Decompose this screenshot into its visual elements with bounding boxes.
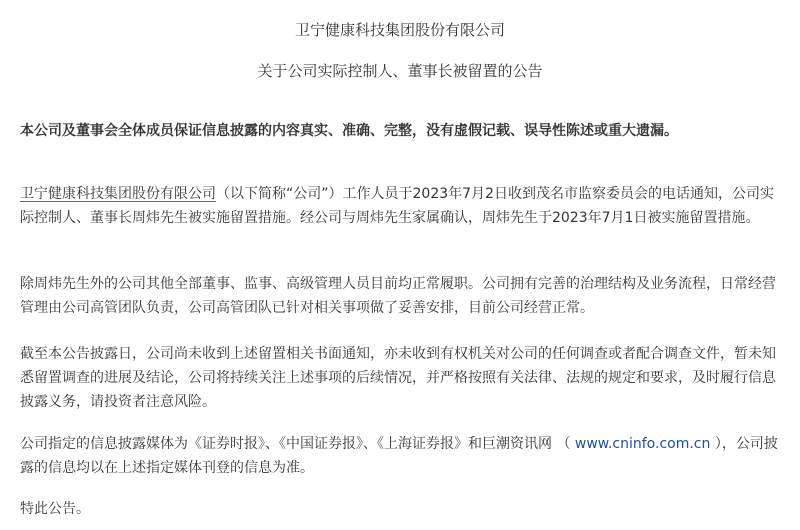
cninfo-link[interactable]: www.cninfo.com.cn (574, 436, 711, 452)
company-name-link[interactable]: 卫宁健康科技集团股份有限公司 (20, 186, 216, 202)
paragraph-detention-notice (20, 182, 782, 230)
paragraph-detention-text: （以下简称“公司”）工作人员于2023年7月2日收到茂名市监察委员会的电话通知，公司实际控制人、董事长周炜先生被实施留置措施。经公司与周炜先生家属确认，周炜先生于2023年7月1日被实施留置措施。 (20, 186, 774, 226)
media-text-before: 公司指定的信息披露媒体为《证券时报》、《中国证券报》、《上海证券报》和巨潮资讯网 （ (20, 436, 575, 452)
board-statement: 本公司及董事会全体成员保证信息披露的内容真实、准确、完整，没有虚假记载、误导性陈述或重大遗漏。 (20, 123, 678, 139)
paragraph-media (20, 432, 782, 480)
paragraph-operations: 除周炜先生外的公司其他全部董事、监事、高级管理人员目前均正常履职。公司拥有完善的治理结构及业务流程，日常经营管理由公司高管团队负责，公司高管团队已针对相关事项做了妥善安排，目前公司经营正常。 (20, 276, 776, 316)
media-text-after: ），公司披露的信息均以在上述指定媒体刊登的信息为准。 (20, 436, 778, 476)
announcement-subject: 关于公司实际控制人、董事长被留置的公告 (257, 62, 543, 80)
paragraph-investigation-status: 截至本公告披露日，公司尚未收到上述留置相关书面通知，亦未收到有权机关对公司的任何调查或者配合调查文件，暂未知悉留置调查的进展及结论，公司将持续关注上述事项的后续情况，并严格按照有关法律、法规的规定和要求，及时履行信息披露义务，请投资者注意风险。 (20, 346, 776, 410)
closing-statement: 特此公告。 (20, 501, 90, 517)
company-title: 卫宁健康科技集团股份有限公司 (294, 21, 505, 39)
